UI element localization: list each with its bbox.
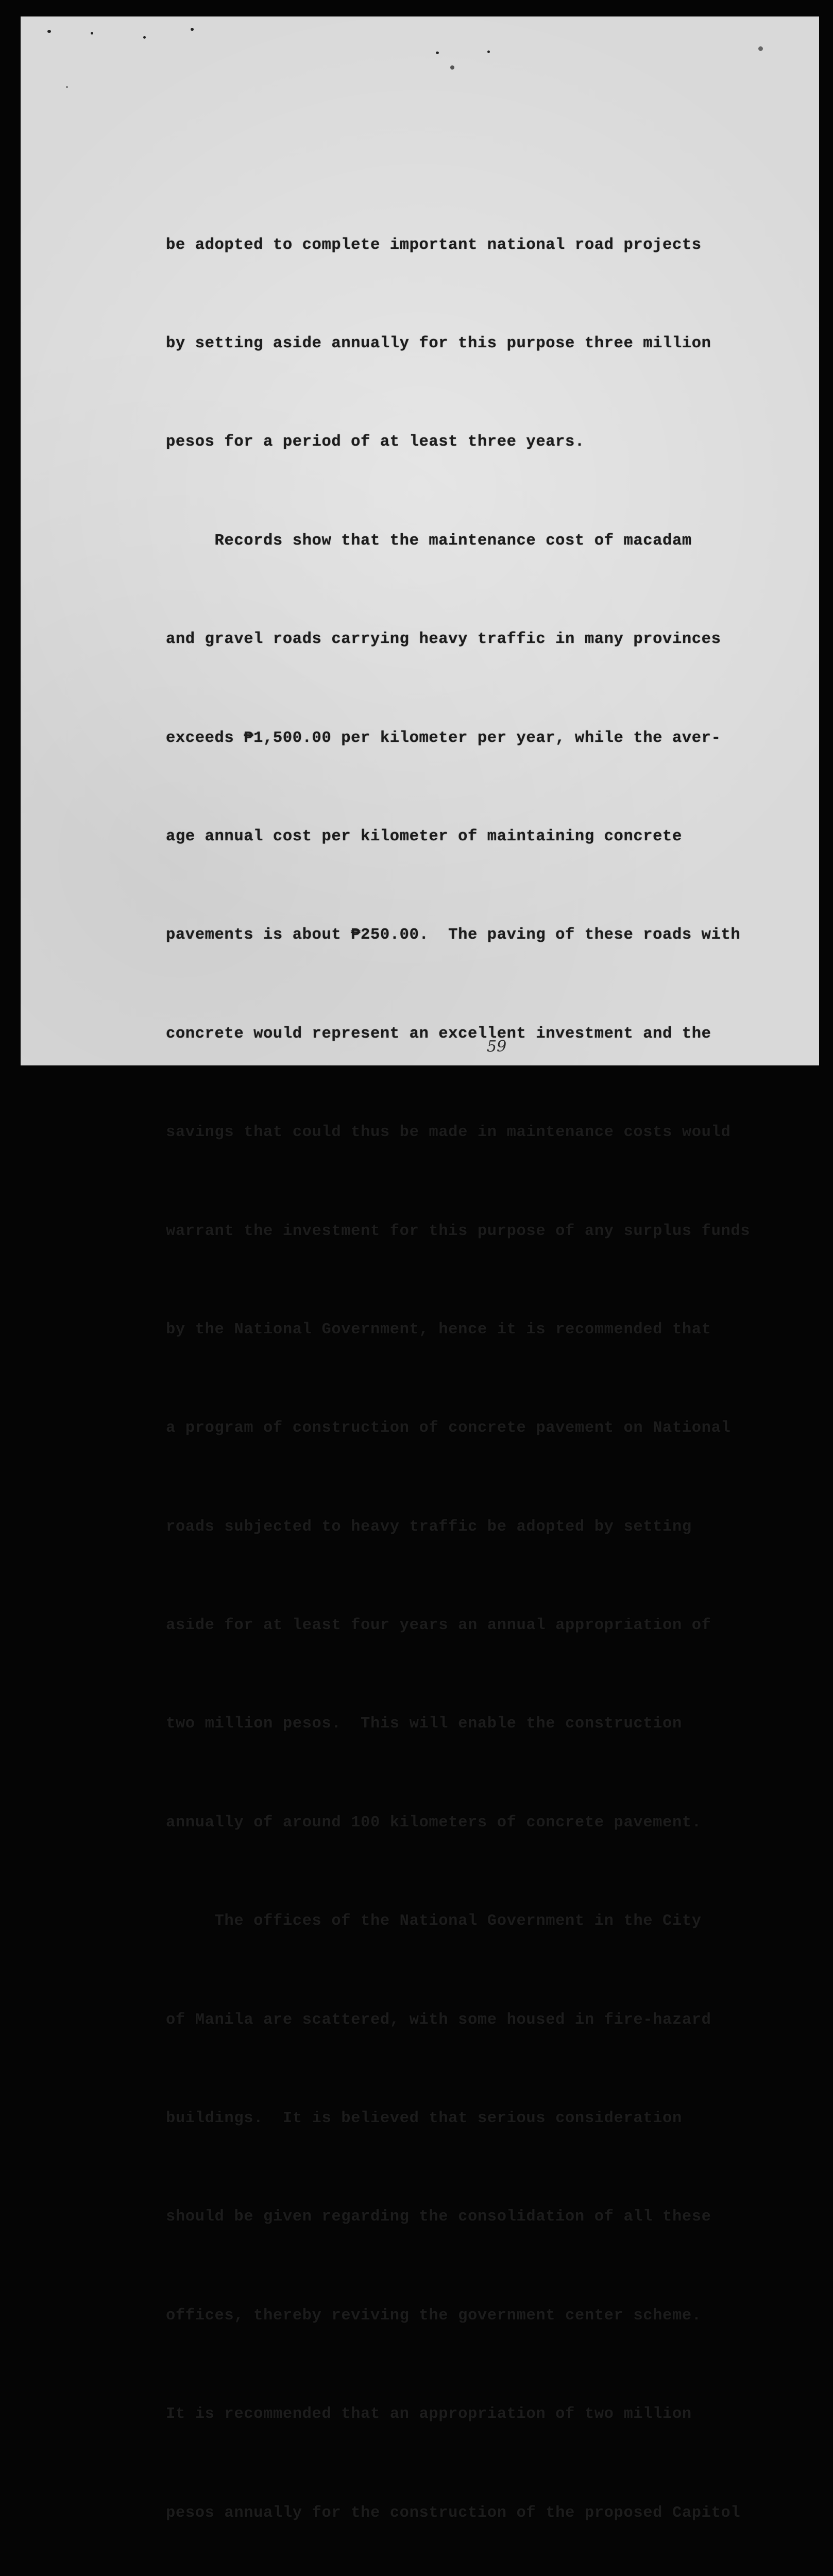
text-line: pesos for a period of at least three years.	[166, 433, 585, 451]
text-line: by the National Government, hence it is recommended that	[166, 1320, 711, 1338]
text-line: two million pesos. This will enable the construction	[166, 1715, 682, 1733]
text-line: concrete would represent an excellent investment and the	[166, 1025, 711, 1043]
text-line: of Manila are scattered, with some housed in fire-hazard	[166, 2011, 711, 2029]
text-line: The offices of the National Government in the City	[166, 1912, 702, 1930]
text-line: be adopted to complete important national road projects	[166, 236, 702, 254]
text-line: and gravel roads carrying heavy traffic in many provinces	[166, 631, 721, 649]
text-line: pavements is about ₱250.00. The paving of these roads with	[166, 926, 741, 944]
text-line: aside for at least four years an annual appropriation of	[166, 1617, 711, 1635]
typewritten-page	[21, 16, 819, 2522]
text-line: should be given regarding the consolidation of all these	[166, 2208, 711, 2226]
text-line: roads subjected to heavy traffic be adopted by setting	[166, 1518, 692, 1536]
text-line: offices, thereby reviving the government center scheme.	[166, 2307, 702, 2325]
text-line: Records show that the maintenance cost of macadam	[166, 532, 692, 550]
text-line: savings that could thus be made in maintenance costs would	[166, 1124, 731, 1142]
body-text	[166, 163, 789, 2576]
text-line: a program of construction of concrete pavement on National	[166, 1419, 731, 1437]
text-line: exceeds ₱1,500.00 per kilometer per year, while the aver-	[166, 729, 721, 747]
text-line: annually of around 100 kilometers of concrete pavement.	[166, 1814, 702, 1832]
text-line: buildings. It is believed that serious consideration	[166, 2110, 682, 2128]
text-line: It is recommended that an appropriation of two million	[166, 2405, 692, 2424]
text-line: age annual cost per kilometer of maintaining concrete	[166, 827, 682, 845]
text-line: pesos annually for the construction of the proposed Capitol	[166, 2504, 741, 2522]
page-number: 59	[487, 1038, 507, 1056]
text-line: warrant the investment for this purpose of any surplus funds	[166, 1222, 751, 1240]
text-line: by setting aside annually for this purpose three million	[166, 334, 711, 352]
